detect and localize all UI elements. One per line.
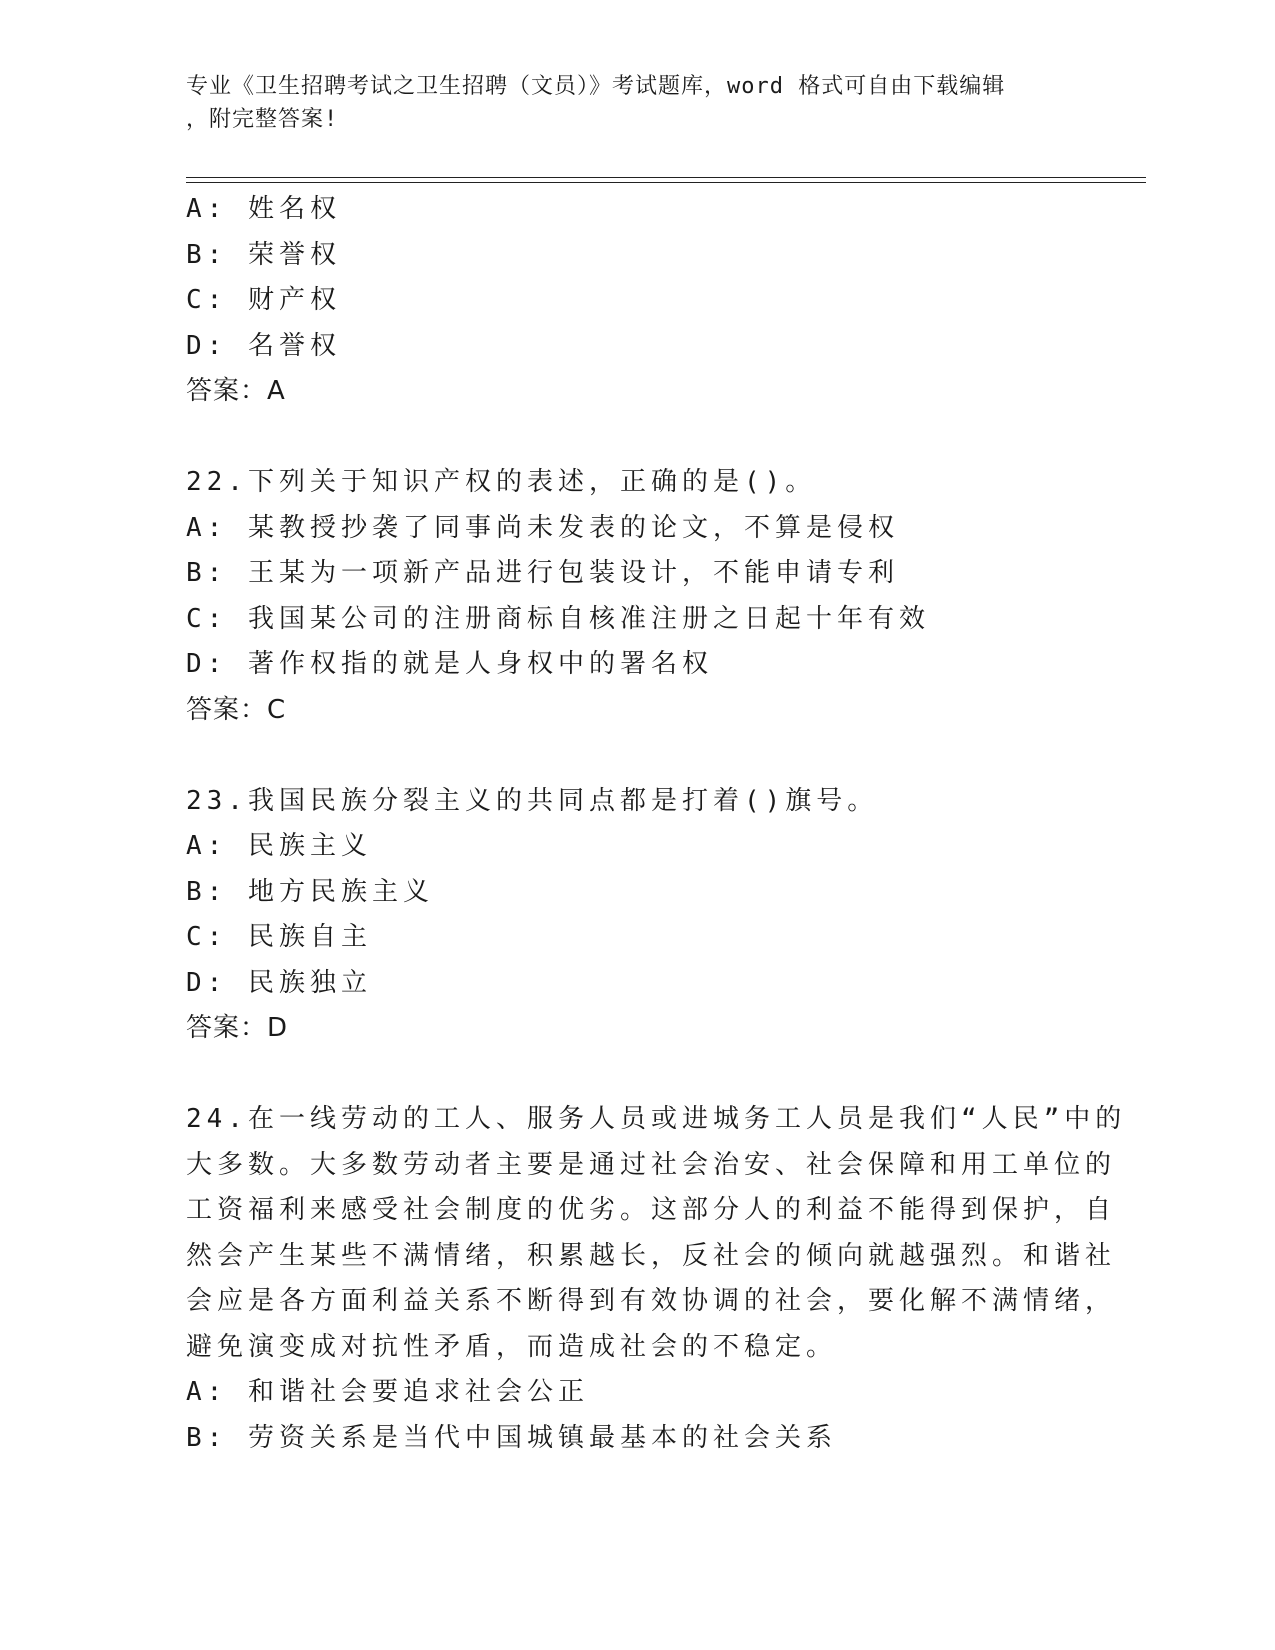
question-text: 22.下列关于知识产权的表述，正确的是()。 bbox=[186, 467, 817, 497]
option-a: A: 某教授抄袭了同事尚未发表的论文，不算是侵权 bbox=[186, 512, 899, 543]
question-21 bbox=[186, 187, 1086, 415]
option-c: C: 我国某公司的注册商标自核准注册之日起十年有效 bbox=[186, 603, 930, 634]
question-text-line-5: 会应是各方面利益关系不断得到有效协调的社会，要化解不满情绪， bbox=[186, 1286, 1117, 1316]
spacer bbox=[186, 415, 1086, 461]
question-23 bbox=[186, 779, 1086, 1052]
question-22 bbox=[186, 460, 1086, 733]
spacer bbox=[186, 733, 1086, 779]
option-a: A: 民族主义 bbox=[186, 831, 372, 861]
header-divider-bottom bbox=[186, 182, 1146, 183]
header-line-1: 专业《卫生招聘考试之卫生招聘（文员）》考试题库，word 格式可自由下载编辑 bbox=[186, 74, 1006, 99]
option-a: A: 姓名权 bbox=[186, 194, 341, 224]
option-b: B: 地方民族主义 bbox=[186, 876, 434, 907]
question-24 bbox=[186, 1097, 1127, 1461]
answer-line: 答案：A bbox=[186, 376, 286, 406]
question-text-line-3: 工资福利来感受社会制度的优劣。这部分人的利益不能得到保护，自 bbox=[186, 1195, 1117, 1225]
header-line-2: ，附完整答案! bbox=[186, 107, 339, 132]
option-d: D: 民族独立 bbox=[186, 967, 372, 998]
question-text-line-2: 大多数。大多数劳动者主要是通过社会治安、社会保障和用工单位的 bbox=[186, 1149, 1117, 1180]
option-d: D: 名誉权 bbox=[186, 330, 341, 361]
header-divider-top bbox=[186, 177, 1146, 178]
answer-line: 答案：D bbox=[186, 1013, 289, 1043]
question-text-line-6: 避免演变成对抗性矛盾，而造成社会的不稳定。 bbox=[186, 1331, 838, 1362]
option-b: B: 荣誉权 bbox=[186, 239, 341, 270]
document-header bbox=[186, 70, 1086, 136]
question-text-line-1: 24.在一线劳动的工人、服务人员或进城务工人员是我们“人民”中的 bbox=[186, 1104, 1127, 1134]
question-text: 23.我国民族分裂主义的共同点都是打着()旗号。 bbox=[186, 785, 879, 816]
option-b: B: 王某为一项新产品进行包装设计，不能申请专利 bbox=[186, 558, 899, 588]
option-d: D: 著作权指的就是人身权中的署名权 bbox=[186, 649, 713, 679]
question-text-line-4: 然会产生某些不满情绪，积累越长，反社会的倾向就越强烈。和谐社 bbox=[186, 1240, 1117, 1271]
spacer bbox=[186, 1052, 1086, 1098]
option-c: C: 民族自主 bbox=[186, 922, 372, 952]
option-b: B: 劳资关系是当代中国城镇最基本的社会关系 bbox=[186, 1422, 837, 1453]
question-list bbox=[186, 187, 1127, 1461]
answer-line: 答案：C bbox=[186, 694, 287, 725]
option-c: C: 财产权 bbox=[186, 285, 341, 315]
option-a: A: 和谐社会要追求社会公正 bbox=[186, 1377, 589, 1407]
